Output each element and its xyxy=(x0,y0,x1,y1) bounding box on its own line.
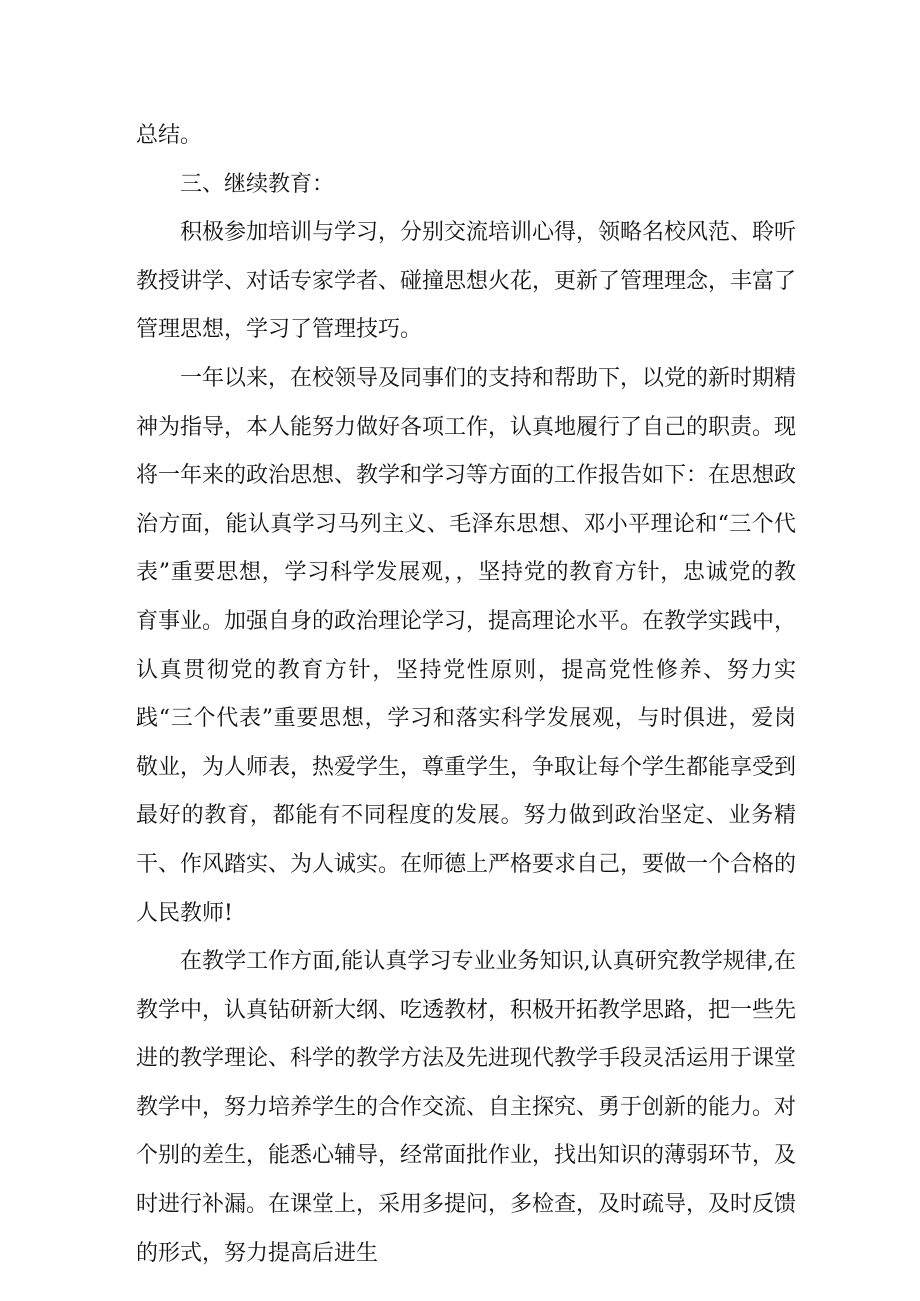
paragraph-political-thought: 一年以来，在校领导及同事们的支持和帮助下，以党的新时期精神为指导，本人能努力做好各项工作，认真地履行了自己的职责。现将一年来的政治思想、教学和学习等方面的工作报告如下：在思想政治方面，能认真学习马列主义、毛泽东思想、邓小平理论和“三个代表”重要思想，学习科学发展观，，坚持党的教育方针，忠诚党的教育事业。加强自身的政治理论学习，提高理论水平。在教学实践中，认真贯彻党的教育方针，坚持党性原则，提高党性修养、努力实践“三个代表”重要思想，学习和落实科学发展观，与时俱进，爱岗敬业，为人师表，热爱学生，尊重学生，争取让每个学生都能享受到最好的教育，都能有不同程度的发展。努力做到政治坚定、业务精干、作风踏实、为人诚实。在师德上严格要求自己，要做一个合格的人民教师! xyxy=(136,365,797,926)
section-heading-continuing-education: 三、继续教育： xyxy=(180,171,335,197)
paragraph-continuation: 总结。 xyxy=(136,123,203,148)
paragraph-teaching-work: 在教学工作方面,能认真学习专业业务知识,认真研究教学规律,在教学中，认真钻研新大纲、吃透教材，积极开拓教学思路，把一些先进的教学理论、科学的教学方法及先进现代教学手段灵活运用于课堂教学中，努力培养学生的合作交流、自主探究、勇于创新的能力。对个别的差生，能悉心辅导，经常面批作业，找出知识的薄弱环节，及时进行补漏。在课堂上，采用多提问，多检查，及时疏导，及时反馈的形式，努力提高后进生 xyxy=(136,949,797,1266)
paragraph-training: 积极参加培训与学习，分别交流培训心得，领略名校风范、聆听教授讲学、对话专家学者、碰撞思想火花，更新了管理理念，丰富了管理思想，学习了管理技巧。 xyxy=(136,220,797,343)
document-body xyxy=(136,112,796,1278)
